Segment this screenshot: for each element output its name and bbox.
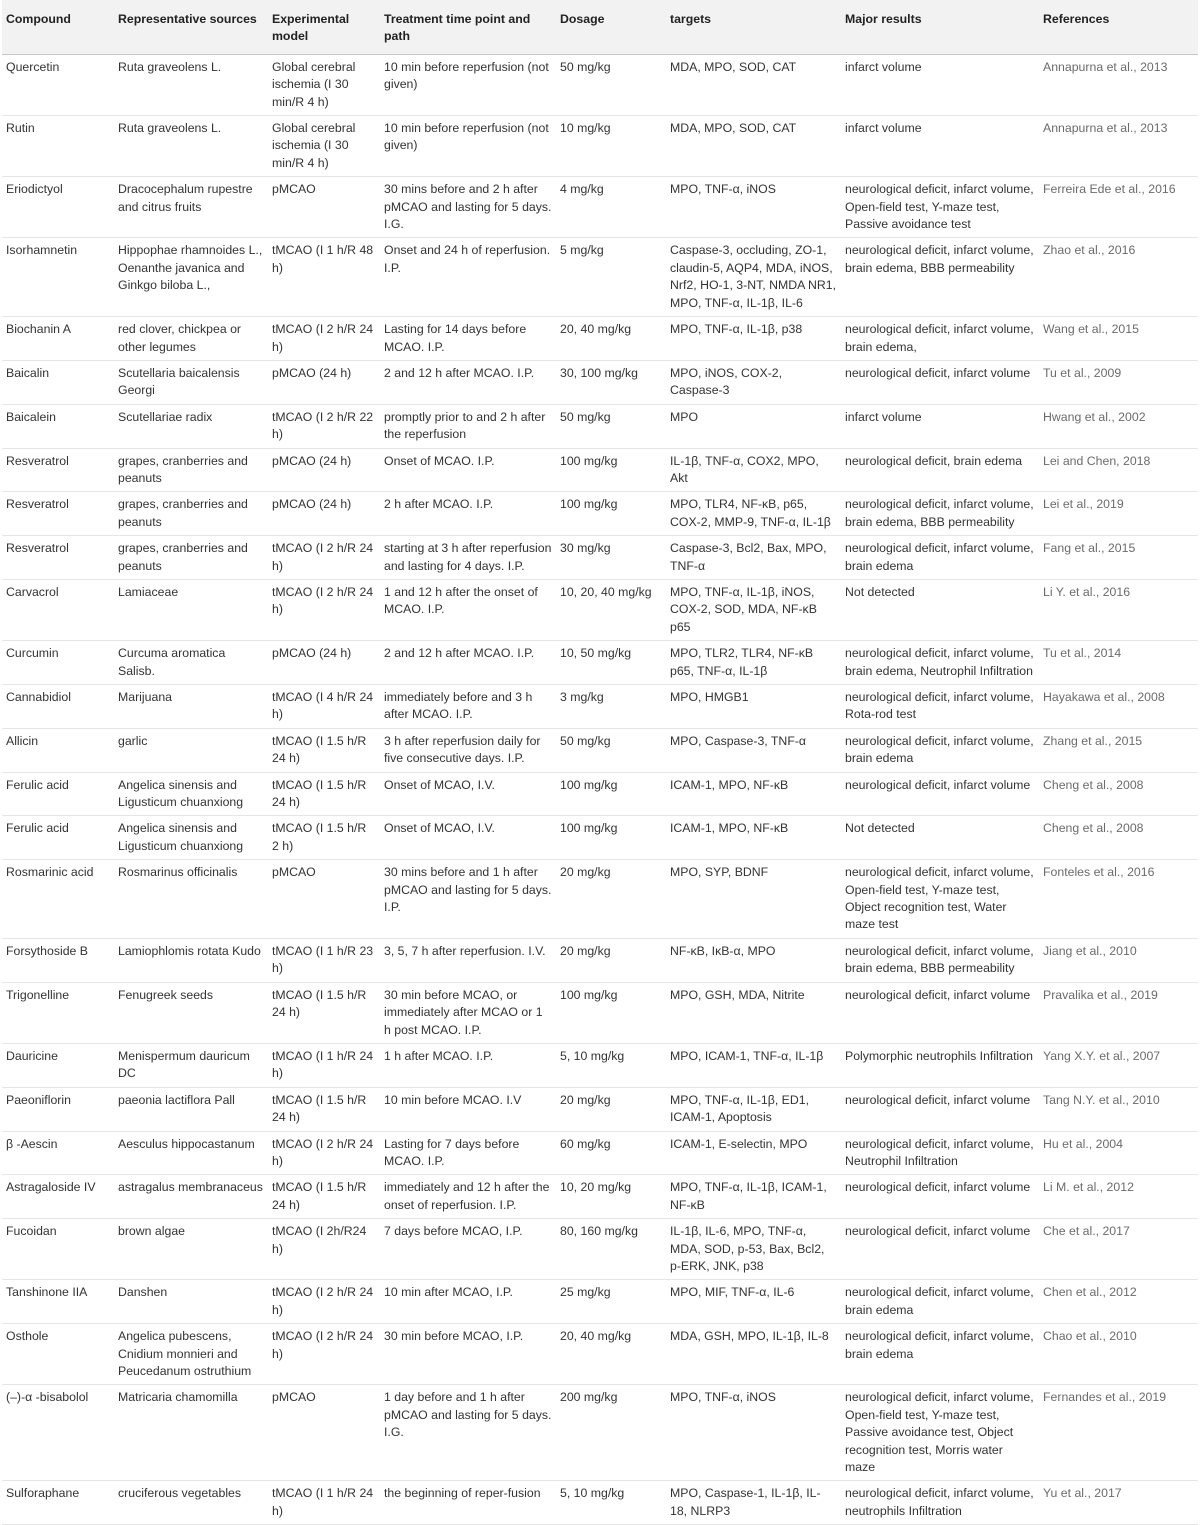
cell-targets: IL-1β, TNF-α, COX2, MPO, Akt — [666, 448, 841, 492]
table-row — [2, 641, 1198, 685]
cell-results: neurological deficit, infarct volume — [841, 1175, 1039, 1219]
header-references: References — [1039, 0, 1198, 54]
cell-results: neurological deficit, infarct volume, Rota-rod test — [841, 685, 1039, 729]
header-sources: Representative sources — [114, 0, 268, 54]
cell-sources: Rosmarinus officinalis — [114, 860, 268, 939]
cell-treatment: 10 min before reperfusion (not given) — [380, 54, 556, 115]
cell-references: Fernandes et al., 2019 — [1039, 1385, 1198, 1481]
cell-sources: grapes, cranberries and peanuts — [114, 536, 268, 580]
table-row — [2, 1219, 1198, 1280]
cell-references: Lei et al., 2019 — [1039, 492, 1198, 536]
cell-results: neurological deficit, infarct volume, Open-field test, Y-maze test, Passive avoidance test, Object recognition test, Morris water maze — [841, 1385, 1039, 1481]
cell-references: Yang X.Y. et al., 2007 — [1039, 1043, 1198, 1087]
cell-targets: ICAM-1, MPO, NF-κB — [666, 772, 841, 816]
cell-compound: Astragaloside IV — [2, 1175, 114, 1219]
cell-results: neurological deficit, infarct volume, brain edema — [841, 1324, 1039, 1385]
cell-sources: Ruta graveolens L. — [114, 116, 268, 177]
cell-sources: brown algae — [114, 1219, 268, 1280]
cell-sources: Ruta graveolens L. — [114, 54, 268, 115]
cell-model: tMCAO (I 2 h/R 24 h) — [268, 1280, 380, 1324]
cell-references: Chen et al., 2012 — [1039, 1280, 1198, 1324]
cell-dosage: 5, 10 mg/kg — [556, 1481, 666, 1525]
cell-dosage: 200 mg/kg — [556, 1385, 666, 1481]
cell-dosage: 50 mg/kg — [556, 404, 666, 448]
header-model: Experimental model — [268, 0, 380, 54]
table-row — [2, 448, 1198, 492]
cell-sources: Dracocephalum rupestre and citrus fruits — [114, 177, 268, 238]
cell-treatment: 2 and 12 h after MCAO. I.P. — [380, 641, 556, 685]
cell-dosage: 10, 20 mg/kg — [556, 1175, 666, 1219]
cell-treatment: 3, 5, 7 h after reperfusion. I.V. — [380, 938, 556, 982]
cell-model: pMCAO (24 h) — [268, 641, 380, 685]
cell-treatment: 3 h after reperfusion daily for five consecutive days. I.P. — [380, 728, 556, 772]
cell-dosage: 10, 50 mg/kg — [556, 641, 666, 685]
cell-model: tMCAO (I 1 h/R 24 h) — [268, 1481, 380, 1525]
cell-model: tMCAO (I 2 h/R 24 h) — [268, 1324, 380, 1385]
table-row — [2, 177, 1198, 238]
cell-dosage: 100 mg/kg — [556, 492, 666, 536]
cell-model: tMCAO (I 1 h/R 48 h) — [268, 238, 380, 317]
cell-targets: MPO, GSH, MDA, Nitrite — [666, 982, 841, 1043]
cell-treatment: Onset of MCAO, I.V. — [380, 772, 556, 816]
header-row — [2, 0, 1198, 54]
cell-treatment: Lasting for 14 days before MCAO. I.P. — [380, 317, 556, 361]
cell-treatment: 30 min before MCAO, or immediately after MCAO or 1 h post MCAO. I.P. — [380, 982, 556, 1043]
cell-model: tMCAO (I 2 h/R 24 h) — [268, 536, 380, 580]
cell-references: Cheng et al., 2008 — [1039, 816, 1198, 860]
cell-model: tMCAO (I 2 h/R 24 h) — [268, 1131, 380, 1175]
cell-targets: MPO — [666, 404, 841, 448]
cell-targets: NF-κB, IκB-α, MPO — [666, 938, 841, 982]
cell-model: pMCAO (24 h) — [268, 448, 380, 492]
table-row — [2, 816, 1198, 860]
cell-model: Global cerebral ischemia (I 30 min/R 4 h) — [268, 54, 380, 115]
cell-treatment: starting at 3 h after reperfusion and lasting for 4 days. I.P. — [380, 536, 556, 580]
cell-dosage: 10 mg/kg — [556, 116, 666, 177]
cell-dosage: 20 mg/kg — [556, 860, 666, 939]
cell-compound: Ferulic acid — [2, 816, 114, 860]
cell-dosage: 4 mg/kg — [556, 177, 666, 238]
table-row — [2, 938, 1198, 982]
cell-model: Global cerebral ischemia (I 30 min/R 4 h) — [268, 116, 380, 177]
cell-references: Zhang et al., 2015 — [1039, 728, 1198, 772]
table-row — [2, 1481, 1198, 1525]
cell-results: Polymorphic neutrophils Infiltration — [841, 1043, 1039, 1087]
cell-targets: ICAM-1, MPO, NF-κB — [666, 816, 841, 860]
table-row — [2, 360, 1198, 404]
cell-treatment: 7 days before MCAO, I.P. — [380, 1219, 556, 1280]
cell-references: Fang et al., 2015 — [1039, 536, 1198, 580]
cell-treatment: Onset of MCAO. I.P. — [380, 448, 556, 492]
cell-targets: Caspase-3, Bcl2, Bax, MPO, TNF-α — [666, 536, 841, 580]
table-row — [2, 579, 1198, 640]
cell-compound: Dauricine — [2, 1043, 114, 1087]
cell-sources: cruciferous vegetables — [114, 1481, 268, 1525]
cell-dosage: 20 mg/kg — [556, 938, 666, 982]
cell-model: tMCAO (I 2 h/R 24 h) — [268, 579, 380, 640]
cell-treatment: immediately and 12 h after the onset of reperfusion. I.P. — [380, 1175, 556, 1219]
cell-results: neurological deficit, infarct volume, brain edema — [841, 536, 1039, 580]
cell-model: pMCAO (24 h) — [268, 360, 380, 404]
cell-treatment: 1 day before and 1 h after pMCAO and lasting for 5 days. I.G. — [380, 1385, 556, 1481]
cell-treatment: Lasting for 7 days before MCAO. I.P. — [380, 1131, 556, 1175]
cell-sources: paeonia lactiflora Pall — [114, 1087, 268, 1131]
table-row — [2, 728, 1198, 772]
cell-dosage: 50 mg/kg — [556, 54, 666, 115]
table-row — [2, 1385, 1198, 1481]
cell-results: neurological deficit, infarct volume — [841, 772, 1039, 816]
cell-model: tMCAO (I 1.5 h/R 24 h) — [268, 728, 380, 772]
cell-references: Li Y. et al., 2016 — [1039, 579, 1198, 640]
cell-sources: Aesculus hippocastanum — [114, 1131, 268, 1175]
cell-targets: MPO, TNF-α, IL-1β, p38 — [666, 317, 841, 361]
cell-compound: Quercetin — [2, 54, 114, 115]
cell-results: neurological deficit, infarct volume, brain edema, — [841, 317, 1039, 361]
cell-model: tMCAO (I 1 h/R 23 h) — [268, 938, 380, 982]
cell-dosage: 50 mg/kg — [556, 728, 666, 772]
cell-model: tMCAO (I 4 h/R 24 h) — [268, 685, 380, 729]
cell-compound: Trigonelline — [2, 982, 114, 1043]
cell-sources: Scutellaria baicalensis Georgi — [114, 360, 268, 404]
cell-dosage: 100 mg/kg — [556, 816, 666, 860]
cell-references: Chao et al., 2010 — [1039, 1324, 1198, 1385]
cell-compound: Curcumin — [2, 641, 114, 685]
cell-references: Pravalika et al., 2019 — [1039, 982, 1198, 1043]
cell-sources: Lamiophlomis rotata Kudo — [114, 938, 268, 982]
cell-references: Hu et al., 2004 — [1039, 1131, 1198, 1175]
cell-compound: Resveratrol — [2, 536, 114, 580]
cell-model: tMCAO (I 1.5 h/R 24 h) — [268, 1087, 380, 1131]
cell-sources: Curcuma aromatica Salisb. — [114, 641, 268, 685]
cell-targets: IL-1β, IL-6, MPO, TNF-α, MDA, SOD, p-53, Bax, Bcl2, p-ERK, JNK, p38 — [666, 1219, 841, 1280]
cell-results: infarct volume — [841, 404, 1039, 448]
cell-compound: Rosmarinic acid — [2, 860, 114, 939]
cell-sources: Danshen — [114, 1280, 268, 1324]
cell-references: Che et al., 2017 — [1039, 1219, 1198, 1280]
cell-targets: MPO, Caspase-1, IL-1β, IL-18, NLRP3 — [666, 1481, 841, 1525]
cell-dosage: 20, 40 mg/kg — [556, 1324, 666, 1385]
table-row — [2, 404, 1198, 448]
cell-references: Cheng et al., 2008 — [1039, 772, 1198, 816]
cell-references: Zhao et al., 2016 — [1039, 238, 1198, 317]
cell-results: neurological deficit, infarct volume, Open-field test, Y-maze test, Passive avoidance test — [841, 177, 1039, 238]
cell-compound: Paeoniflorin — [2, 1087, 114, 1131]
cell-model: tMCAO (I 1.5 h/R 24 h) — [268, 1175, 380, 1219]
cell-model: tMCAO (I 2h/R24 h) — [268, 1219, 380, 1280]
cell-compound: Baicalin — [2, 360, 114, 404]
cell-treatment: 10 min before reperfusion (not given) — [380, 116, 556, 177]
table-row — [2, 536, 1198, 580]
cell-results: neurological deficit, infarct volume — [841, 1087, 1039, 1131]
cell-results: Not detected — [841, 579, 1039, 640]
cell-references: Hwang et al., 2002 — [1039, 404, 1198, 448]
table-body — [2, 54, 1198, 1524]
cell-results: neurological deficit, infarct volume, brain edema, BBB permeability — [841, 238, 1039, 317]
table-row — [2, 317, 1198, 361]
cell-treatment: 30 mins before and 1 h after pMCAO and lasting for 5 days. I.P. — [380, 860, 556, 939]
cell-sources: red clover, chickpea or other legumes — [114, 317, 268, 361]
table-row — [2, 1324, 1198, 1385]
cell-treatment: 10 min before MCAO. I.V — [380, 1087, 556, 1131]
table-row — [2, 492, 1198, 536]
cell-treatment: 2 h after MCAO. I.P. — [380, 492, 556, 536]
cell-treatment: 30 min before MCAO, I.P. — [380, 1324, 556, 1385]
table-row — [2, 116, 1198, 177]
cell-compound: β -Aescin — [2, 1131, 114, 1175]
cell-sources: Marijuana — [114, 685, 268, 729]
cell-references: Wang et al., 2015 — [1039, 317, 1198, 361]
cell-results: neurological deficit, infarct volume, Neutrophil Infiltration — [841, 1131, 1039, 1175]
cell-references: Lei and Chen, 2018 — [1039, 448, 1198, 492]
cell-targets: ICAM-1, E-selectin, MPO — [666, 1131, 841, 1175]
cell-references: Jiang et al., 2010 — [1039, 938, 1198, 982]
cell-sources: Fenugreek seeds — [114, 982, 268, 1043]
cell-compound: Ferulic acid — [2, 772, 114, 816]
table-row — [2, 685, 1198, 729]
cell-references: Annapurna et al., 2013 — [1039, 54, 1198, 115]
header-results: Major results — [841, 0, 1039, 54]
cell-results: neurological deficit, infarct volume, brain edema, Neutrophil Infiltration — [841, 641, 1039, 685]
table-row — [2, 772, 1198, 816]
cell-targets: MPO, MIF, TNF-α, IL-6 — [666, 1280, 841, 1324]
compound-table — [2, 0, 1198, 1525]
cell-treatment: 10 min after MCAO, I.P. — [380, 1280, 556, 1324]
cell-treatment: promptly prior to and 2 h after the reperfusion — [380, 404, 556, 448]
table-row — [2, 1131, 1198, 1175]
cell-compound: Eriodictyol — [2, 177, 114, 238]
cell-dosage: 80, 160 mg/kg — [556, 1219, 666, 1280]
cell-sources: grapes, cranberries and peanuts — [114, 448, 268, 492]
cell-compound: Tanshinone IIA — [2, 1280, 114, 1324]
cell-references: Ferreira Ede et al., 2016 — [1039, 177, 1198, 238]
cell-results: Not detected — [841, 816, 1039, 860]
cell-sources: astragalus membranaceus — [114, 1175, 268, 1219]
cell-references: Yu et al., 2017 — [1039, 1481, 1198, 1525]
header-compound: Compound — [2, 0, 114, 54]
cell-results: neurological deficit, infarct volume, neutrophils Infiltration — [841, 1481, 1039, 1525]
cell-targets: MPO, ICAM-1, TNF-α, IL-1β — [666, 1043, 841, 1087]
cell-compound: Forsythoside B — [2, 938, 114, 982]
table-row — [2, 860, 1198, 939]
cell-targets: MPO, TNF-α, iNOS — [666, 177, 841, 238]
cell-results: neurological deficit, brain edema — [841, 448, 1039, 492]
table-row — [2, 1087, 1198, 1131]
cell-sources: Matricaria chamomilla — [114, 1385, 268, 1481]
table-row — [2, 54, 1198, 115]
cell-dosage: 20, 40 mg/kg — [556, 317, 666, 361]
cell-results: neurological deficit, infarct volume, brain edema, BBB permeability — [841, 938, 1039, 982]
cell-compound: Fucoidan — [2, 1219, 114, 1280]
header-targets: targets — [666, 0, 841, 54]
cell-sources: garlic — [114, 728, 268, 772]
cell-compound: Sulforaphane — [2, 1481, 114, 1525]
cell-targets: MDA, MPO, SOD, CAT — [666, 54, 841, 115]
cell-targets: MPO, TLR4, NF-κB, p65, COX-2, MMP-9, TNF-α, IL-1β — [666, 492, 841, 536]
cell-targets: MPO, iNOS, COX-2, Caspase-3 — [666, 360, 841, 404]
cell-model: tMCAO (I 1.5 h/R 24 h) — [268, 982, 380, 1043]
cell-dosage: 10, 20, 40 mg/kg — [556, 579, 666, 640]
cell-compound: Isorhamnetin — [2, 238, 114, 317]
cell-compound: Allicin — [2, 728, 114, 772]
cell-references: Tu et al., 2014 — [1039, 641, 1198, 685]
cell-compound: Baicalein — [2, 404, 114, 448]
cell-treatment: Onset of MCAO, I.V. — [380, 816, 556, 860]
cell-targets: MPO, TNF-α, IL-1β, iNOS, COX-2, SOD, MDA, NF-κB p65 — [666, 579, 841, 640]
cell-compound: (–)-α -bisabolol — [2, 1385, 114, 1481]
cell-results: neurological deficit, infarct volume, Open-field test, Y-maze test, Object recognition test, Water maze test — [841, 860, 1039, 939]
cell-references: Tang N.Y. et al., 2010 — [1039, 1087, 1198, 1131]
cell-results: neurological deficit, infarct volume, brain edema, BBB permeability — [841, 492, 1039, 536]
cell-sources: Angelica pubescens, Cnidium monnieri and Peucedanum ostruthium — [114, 1324, 268, 1385]
cell-results: neurological deficit, infarct volume — [841, 982, 1039, 1043]
cell-targets: MPO, TNF-α, IL-1β, ED1, ICAM-1, Apoptosis — [666, 1087, 841, 1131]
cell-dosage: 30, 100 mg/kg — [556, 360, 666, 404]
cell-treatment: 1 and 12 h after the onset of MCAO. I.P. — [380, 579, 556, 640]
header-dosage: Dosage — [556, 0, 666, 54]
header-treatment: Treatment time point and path — [380, 0, 556, 54]
cell-dosage: 100 mg/kg — [556, 772, 666, 816]
cell-compound: Biochanin A — [2, 317, 114, 361]
cell-targets: MPO, HMGB1 — [666, 685, 841, 729]
cell-results: infarct volume — [841, 116, 1039, 177]
cell-results: neurological deficit, infarct volume, brain edema — [841, 728, 1039, 772]
cell-compound: Cannabidiol — [2, 685, 114, 729]
cell-references: Li M. et al., 2012 — [1039, 1175, 1198, 1219]
cell-dosage: 100 mg/kg — [556, 982, 666, 1043]
table-row — [2, 982, 1198, 1043]
cell-model: pMCAO — [268, 1385, 380, 1481]
cell-results: infarct volume — [841, 54, 1039, 115]
cell-treatment: 1 h after MCAO. I.P. — [380, 1043, 556, 1087]
cell-targets: MPO, TNF-α, iNOS — [666, 1385, 841, 1481]
cell-treatment: 30 mins before and 2 h after pMCAO and lasting for 5 days. I.G. — [380, 177, 556, 238]
cell-sources: Scutellariae radix — [114, 404, 268, 448]
cell-model: tMCAO (I 1.5 h/R 24 h) — [268, 772, 380, 816]
cell-references: Hayakawa et al., 2008 — [1039, 685, 1198, 729]
cell-treatment: Onset and 24 h of reperfusion. I.P. — [380, 238, 556, 317]
cell-model: pMCAO — [268, 177, 380, 238]
cell-dosage: 20 mg/kg — [556, 1087, 666, 1131]
cell-dosage: 100 mg/kg — [556, 448, 666, 492]
cell-sources: grapes, cranberries and peanuts — [114, 492, 268, 536]
cell-dosage: 60 mg/kg — [556, 1131, 666, 1175]
cell-compound: Rutin — [2, 116, 114, 177]
cell-dosage: 30 mg/kg — [556, 536, 666, 580]
cell-sources: Angelica sinensis and Ligusticum chuanxiong — [114, 816, 268, 860]
cell-results: neurological deficit, infarct volume — [841, 1219, 1039, 1280]
table-row — [2, 1175, 1198, 1219]
cell-dosage: 25 mg/kg — [556, 1280, 666, 1324]
cell-model: tMCAO (I 2 h/R 24 h) — [268, 317, 380, 361]
cell-model: pMCAO — [268, 860, 380, 939]
cell-targets: MPO, SYP, BDNF — [666, 860, 841, 939]
cell-compound: Resveratrol — [2, 448, 114, 492]
cell-dosage: 5, 10 mg/kg — [556, 1043, 666, 1087]
cell-sources: Menispermum dauricum DC — [114, 1043, 268, 1087]
cell-compound: Osthole — [2, 1324, 114, 1385]
cell-treatment: 2 and 12 h after MCAO. I.P. — [380, 360, 556, 404]
cell-treatment: immediately before and 3 h after MCAO. I.P. — [380, 685, 556, 729]
cell-references: Fonteles et al., 2016 — [1039, 860, 1198, 939]
cell-model: tMCAO (I 2 h/R 22 h) — [268, 404, 380, 448]
cell-compound: Carvacrol — [2, 579, 114, 640]
cell-sources: Hippophae rhamnoides L., Oenanthe javanica and Ginkgo biloba L., — [114, 238, 268, 317]
cell-sources: Lamiaceae — [114, 579, 268, 640]
cell-targets: MDA, GSH, MPO, IL-1β, IL-8 — [666, 1324, 841, 1385]
cell-dosage: 3 mg/kg — [556, 685, 666, 729]
cell-targets: MPO, TNF-α, IL-1β, ICAM-1, NF-κB — [666, 1175, 841, 1219]
cell-results: neurological deficit, infarct volume, brain edema — [841, 1280, 1039, 1324]
cell-compound: Resveratrol — [2, 492, 114, 536]
table-row — [2, 238, 1198, 317]
cell-targets: MPO, TLR2, TLR4, NF-κB p65, TNF-α, IL-1β — [666, 641, 841, 685]
table-row — [2, 1043, 1198, 1087]
cell-model: pMCAO (24 h) — [268, 492, 380, 536]
cell-references: Annapurna et al., 2013 — [1039, 116, 1198, 177]
cell-dosage: 5 mg/kg — [556, 238, 666, 317]
cell-targets: Caspase-3, occluding, ZO-1, claudin-5, AQP4, MDA, iNOS, Nrf2, HO-1, 3-NT, NMDA NR1, MPO, TNF-α, IL-1β, IL-6 — [666, 238, 841, 317]
cell-targets: MDA, MPO, SOD, CAT — [666, 116, 841, 177]
cell-treatment: the beginning of reper-fusion — [380, 1481, 556, 1525]
table-row — [2, 1280, 1198, 1324]
cell-results: neurological deficit, infarct volume — [841, 360, 1039, 404]
table-header — [2, 0, 1198, 54]
cell-model: tMCAO (I 1 h/R 24 h) — [268, 1043, 380, 1087]
cell-sources: Angelica sinensis and Ligusticum chuanxiong — [114, 772, 268, 816]
cell-model: tMCAO (I 1.5 h/R 2 h) — [268, 816, 380, 860]
cell-references: Tu et al., 2009 — [1039, 360, 1198, 404]
cell-targets: MPO, Caspase-3, TNF-α — [666, 728, 841, 772]
